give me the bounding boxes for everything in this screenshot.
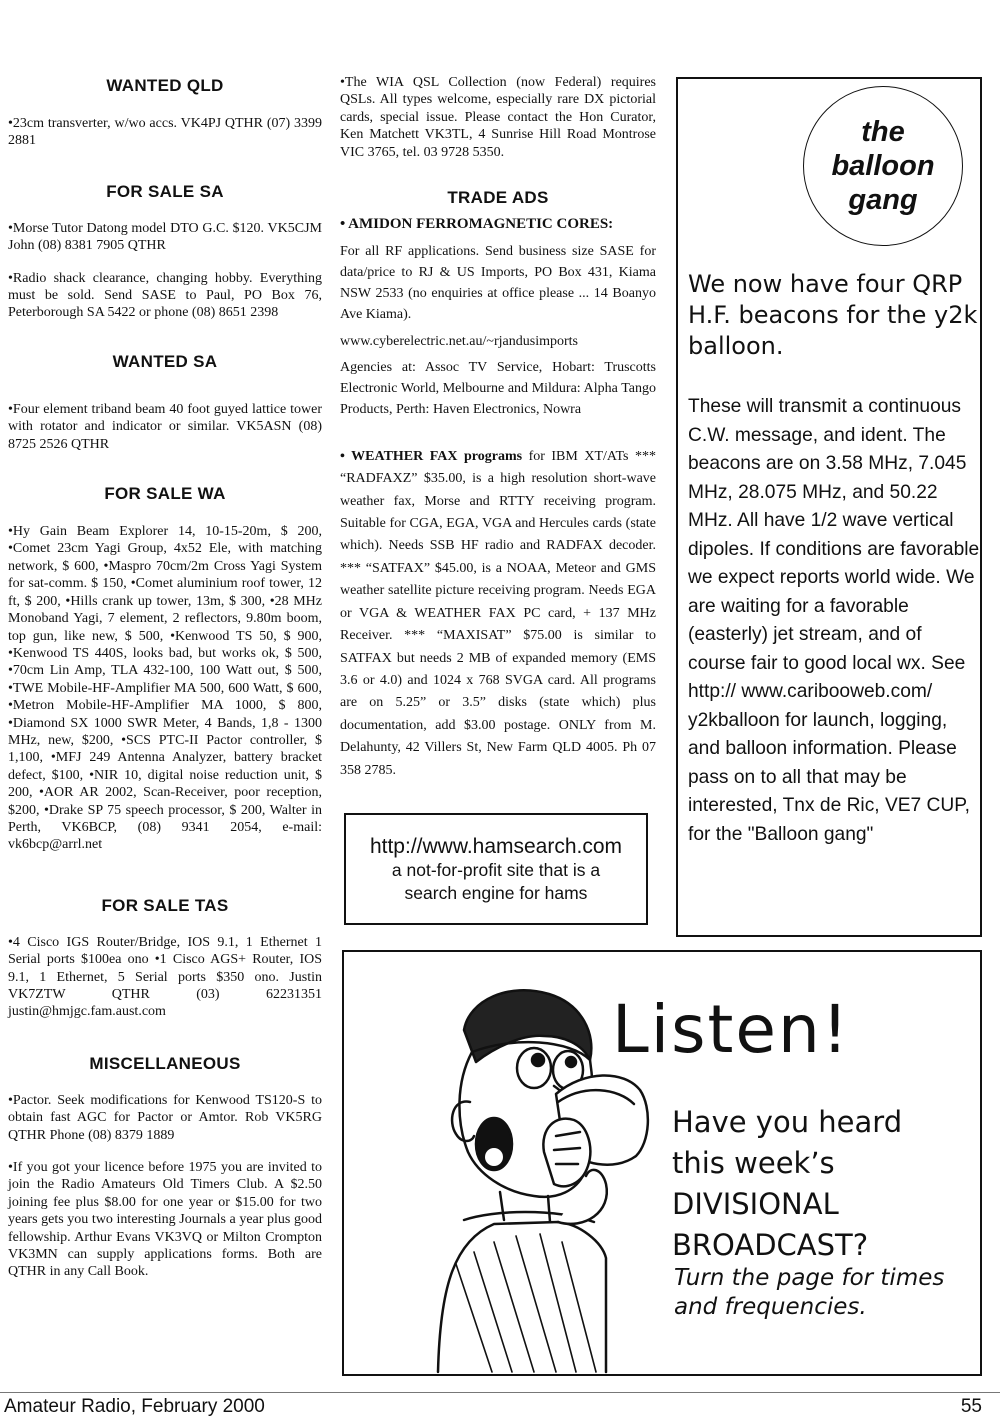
heading-for-sale-tas: FOR SALE TAS [101, 895, 229, 915]
ad-wia-qsl: •The WIA QSL Collection (now Federal) requires QSLs. All types welcome, especially rare DX pictorial cards, special issue. Please contact the Hon Curator, Ken Matchett VK3TL, 4 Sunrise Hill Road Montrose VIC 3765, tel. 03 9728 5350. [340, 75, 656, 160]
listen-line-2: this week’s [672, 1146, 835, 1180]
heading-wanted-sa: WANTED SA [112, 351, 218, 371]
listen-question [672, 1102, 902, 1266]
listen-line-1: Have you heard [672, 1105, 903, 1139]
heading-for-sale-wa: FOR SALE WA [104, 484, 226, 504]
ad-misc-2: •If you got your licence before 1975 you are invited to join the Radio Amateurs Old Timers Club. A $2.50 joining fee plus $8.00 for one year or $15.00 for two years gets you two interesting Journals a year plus good fellowship. Arthur Evans VK3VQ or Milton Crompton VK3MN can supply applications forms. Both are QTHR in any Call Book. [8, 1160, 322, 1280]
logo-word-balloon: balloon [831, 150, 935, 182]
logo-word-gang: gang [848, 184, 918, 216]
classifieds-column-1 [8, 74, 322, 1281]
listen-footer [674, 1264, 944, 1322]
weather-fax-ad [340, 446, 656, 782]
classifieds-column-2 [340, 74, 656, 782]
heading-miscellaneous: MISCELLANEOUS [89, 1053, 241, 1073]
weather-fax-body: for IBM XT/ATs *** “RADFAXZ” $35.00, is a high resolution short-wave weather fax, Morse and RTTY receiving program. Suitable for CGA, EGA, VGA and Hercules cards (state which). Needs SSB HF radio and RADFAX decoder. *** “SATFAX” $45.00, is a NOAA, Meteor and GMS weather satellite picture receiving program. Needs EGA or VGA & WEATHER FAX PC card, + 137 MHz Receiver. *** “MAXISAT” $75.00 is similar to SATFAX but needs 2 MB of expanded memory (EMS 3.6 or 4.0) and 1024 x 768 SVGA card. All programs are on 5.25” or 3.5” disks (state which) plus documentation, add $3.00 postage. ONLY from M. Delahunty, 42 Villers St, New Farm QLD 4005. Ph 07 358 2785. [340, 448, 656, 778]
balloon-lead: We now have four QRP H.F. beacons for the y2k balloon. [688, 270, 978, 360]
hamsearch-ad [344, 813, 648, 925]
ad-for-sale-wa-1: •Hy Gain Beam Explorer 14, 10-15-20m, $ 200, •Comet 23cm Yagi Group, 4x52 Ele, with matching network, $ 600, •Maspro 70cm/2m Cross Yagi System for sat-comm. $ 150, •Comet aluminium roof tower, 12 ft, $ 200, •Hills crank up tower, 13m, $ 300, •28 MHz Monoband Yagi, 7 element, 2 reflectors, 9.80m boom, top gun, like new, $ 500, •Kenwood TS 50, $ 900, •Kenwood TS 440S, looks bad, but works ok, $ 500, •70cm Lin Amp, TLA 432-100, 100 Watt out, $ 500, •TWE Mobile-HF-Amplifier MA 500, 600 Watt, $ 600, •Metron Mobile-HF-Amplifier MA 1000, $ 800, •Diamond SX 1000 SWR Meter, 4 Bands, 1,8 - 1300 MHz, new, $200, •SCS PTC-II Pactor controller, $ 1,100, •MFJ 249 Antenna Analyzer, battery bracket defect, $100, •NIR 10, digital noise reduction unit, $ 200, •AOR AR 2002, Scan-Receiver, poor reception, $200, •Drake SP 75 speech processor, $ 200, Walter in Perth, VK6BCP, (08) 9341 2054, e-mail: vk6bcp@arrl.net [8, 524, 322, 853]
page-number: 55 [960, 1396, 982, 1417]
weather-fax-title: • WEATHER FAX programs [340, 448, 523, 464]
heading-wanted-qld: WANTED QLD [106, 76, 224, 95]
heading-for-sale-sa: FOR SALE SA [106, 181, 224, 201]
balloon-gang-ad [676, 77, 982, 937]
ad-for-sale-sa-1: •Morse Tutor Datong model DTO G.C. $120. VK5CJM John (08) 8381 7905 QTHR [8, 220, 322, 254]
listen-ad [342, 950, 982, 1376]
ad-misc-1: •Pactor. Seek modifications for Kenwood TS120-S to obtain fast AGC for Pactor or Amtor. Rob VK5RG QTHR Phone (08) 8379 1889 [8, 1092, 322, 1143]
listen-line-4: BROADCAST? [672, 1228, 869, 1262]
balloon-gang-logo [803, 86, 963, 246]
amidon-title: • AMIDON FERROMAGNETIC CORES: [340, 216, 614, 233]
listen-title: Listen! [612, 991, 851, 1068]
listen-line-3: DIVISIONAL [672, 1187, 839, 1221]
ad-for-sale-sa-2: •Radio shack clearance, changing hobby. Everything must be sold. Send SASE to Paul, PO Box 76, Peterborough SA 5422 or phone (08) 8651 2398 [8, 270, 322, 321]
hamsearch-line-1: a not-for-profit site that is a [391, 860, 601, 880]
ad-wanted-sa-1: •Four element triband beam 40 foot guyed lattice tower with rotator and indicator or similar. VK5ASN (08) 8725 2526 QTHR [8, 401, 322, 452]
footer-publication: Amateur Radio, February 2000 [4, 1396, 265, 1417]
ad-wanted-qld-1: •23cm transverter, w/wo accs. VK4PJ QTHR (07) 3399 2881 [8, 116, 322, 149]
listen-foot-2: and frequencies. [674, 1294, 867, 1320]
ad-for-sale-tas-1: •4 Cisco IGS Router/Bridge, IOS 9.1, 1 Ethernet 1 Serial ports $100ea ono •1 Cisco AGS+ Router, IOS 9.1, 1 Ethernet, 5 Serial ports $350 ono. Justin VK7ZTW QTHR (03) 62231351 justin@hmjgc.fam.aust.com [8, 934, 322, 1020]
amidon-agencies: Agencies at: Assoc TV Service, Hobart: Truscotts Electronic World, Melbourne and Mildura: Alpha Tango Products, Perth: Haven Electronics, Nowra [340, 359, 656, 417]
footer-divider [0, 1392, 1000, 1393]
hamsearch-line-2: search engine for hams [404, 883, 588, 903]
logo-word-the: the [861, 116, 905, 148]
heading-trade-ads: TRADE ADS [447, 188, 549, 208]
balloon-body: These will transmit a continuous C.W. message, and ident. The beacons are on 3.58 MHz, 7.045 MHz, 28.075 MHz, and 50.22 MHz. All have 1/2 wave vertical dipoles. If conditions are favorable we expect reports world wide. We are waiting for a favorable (easterly) jet stream, and of course fair to good local wx. See http:// www.cariboоweb.com/ y2kballoon for launch, logging, and balloon information. Please pass on to all that may be interested, Tnx de Ric, VE7 CUP, for the "Balloon gang" [688, 396, 980, 845]
hamsearch-url[interactable]: http://www.hamsearch.com [369, 835, 623, 858]
listen-foot-1: Turn the page for times [674, 1265, 945, 1291]
amidon-body: For all RF applications. Send business size SASE for data/price to RJ & US Imports, PO Box 431, Kiama NSW 2533 (no enquiries at office please ... 14 Boanyo Ave Kiama). [340, 244, 656, 323]
amidon-url: www.cyberelectric.net.au/~rjandusimports [340, 334, 578, 350]
